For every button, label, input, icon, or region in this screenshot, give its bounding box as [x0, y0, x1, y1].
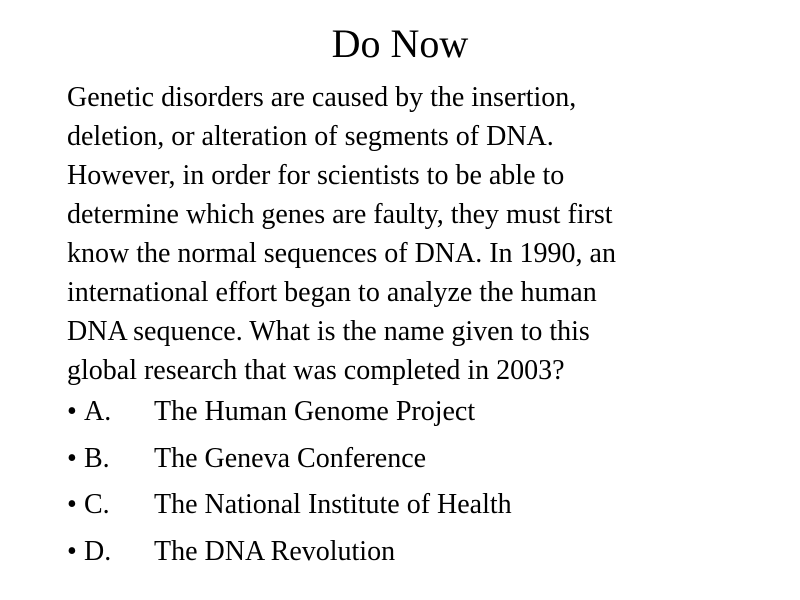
question-line: However, in order for scientists to be able to — [67, 160, 565, 191]
bullet-icon: • — [67, 396, 77, 427]
question-line: Genetic disorders are caused by the insertion, — [67, 82, 577, 113]
slide-title: Do Now — [331, 21, 469, 66]
choice-text: The DNA Revolution — [154, 535, 396, 567]
question-line: DNA sequence. What is the name given to this — [67, 316, 590, 347]
question-line: determine which genes are faulty, they must first — [67, 199, 613, 230]
question-line: deletion, or alteration of segments of DNA. — [67, 121, 554, 152]
answer-choices — [67, 389, 767, 575]
bullet-icon: • — [67, 535, 77, 567]
choice-text: The Human Genome Project — [154, 396, 476, 427]
choice-text: The Geneva Conference — [154, 442, 427, 474]
choice-letter: C. — [84, 489, 110, 520]
bullet-icon: • — [67, 489, 77, 520]
choice-letter: D. — [84, 535, 112, 567]
question-text — [67, 78, 767, 390]
choice-b — [67, 436, 767, 483]
choice-text: The National Institute of Health — [154, 489, 512, 520]
question-line: know the normal sequences of DNA. In 1990, an — [67, 238, 616, 269]
choice-d — [67, 529, 767, 576]
question-line: global research that was completed in 2003? — [67, 355, 565, 386]
choice-c — [67, 482, 767, 529]
choice-letter: B. — [84, 442, 110, 474]
bullet-icon: • — [67, 442, 77, 474]
choice-a — [67, 389, 767, 436]
choice-letter: A. — [84, 396, 112, 427]
question-line: international effort began to analyze the human — [67, 277, 597, 308]
